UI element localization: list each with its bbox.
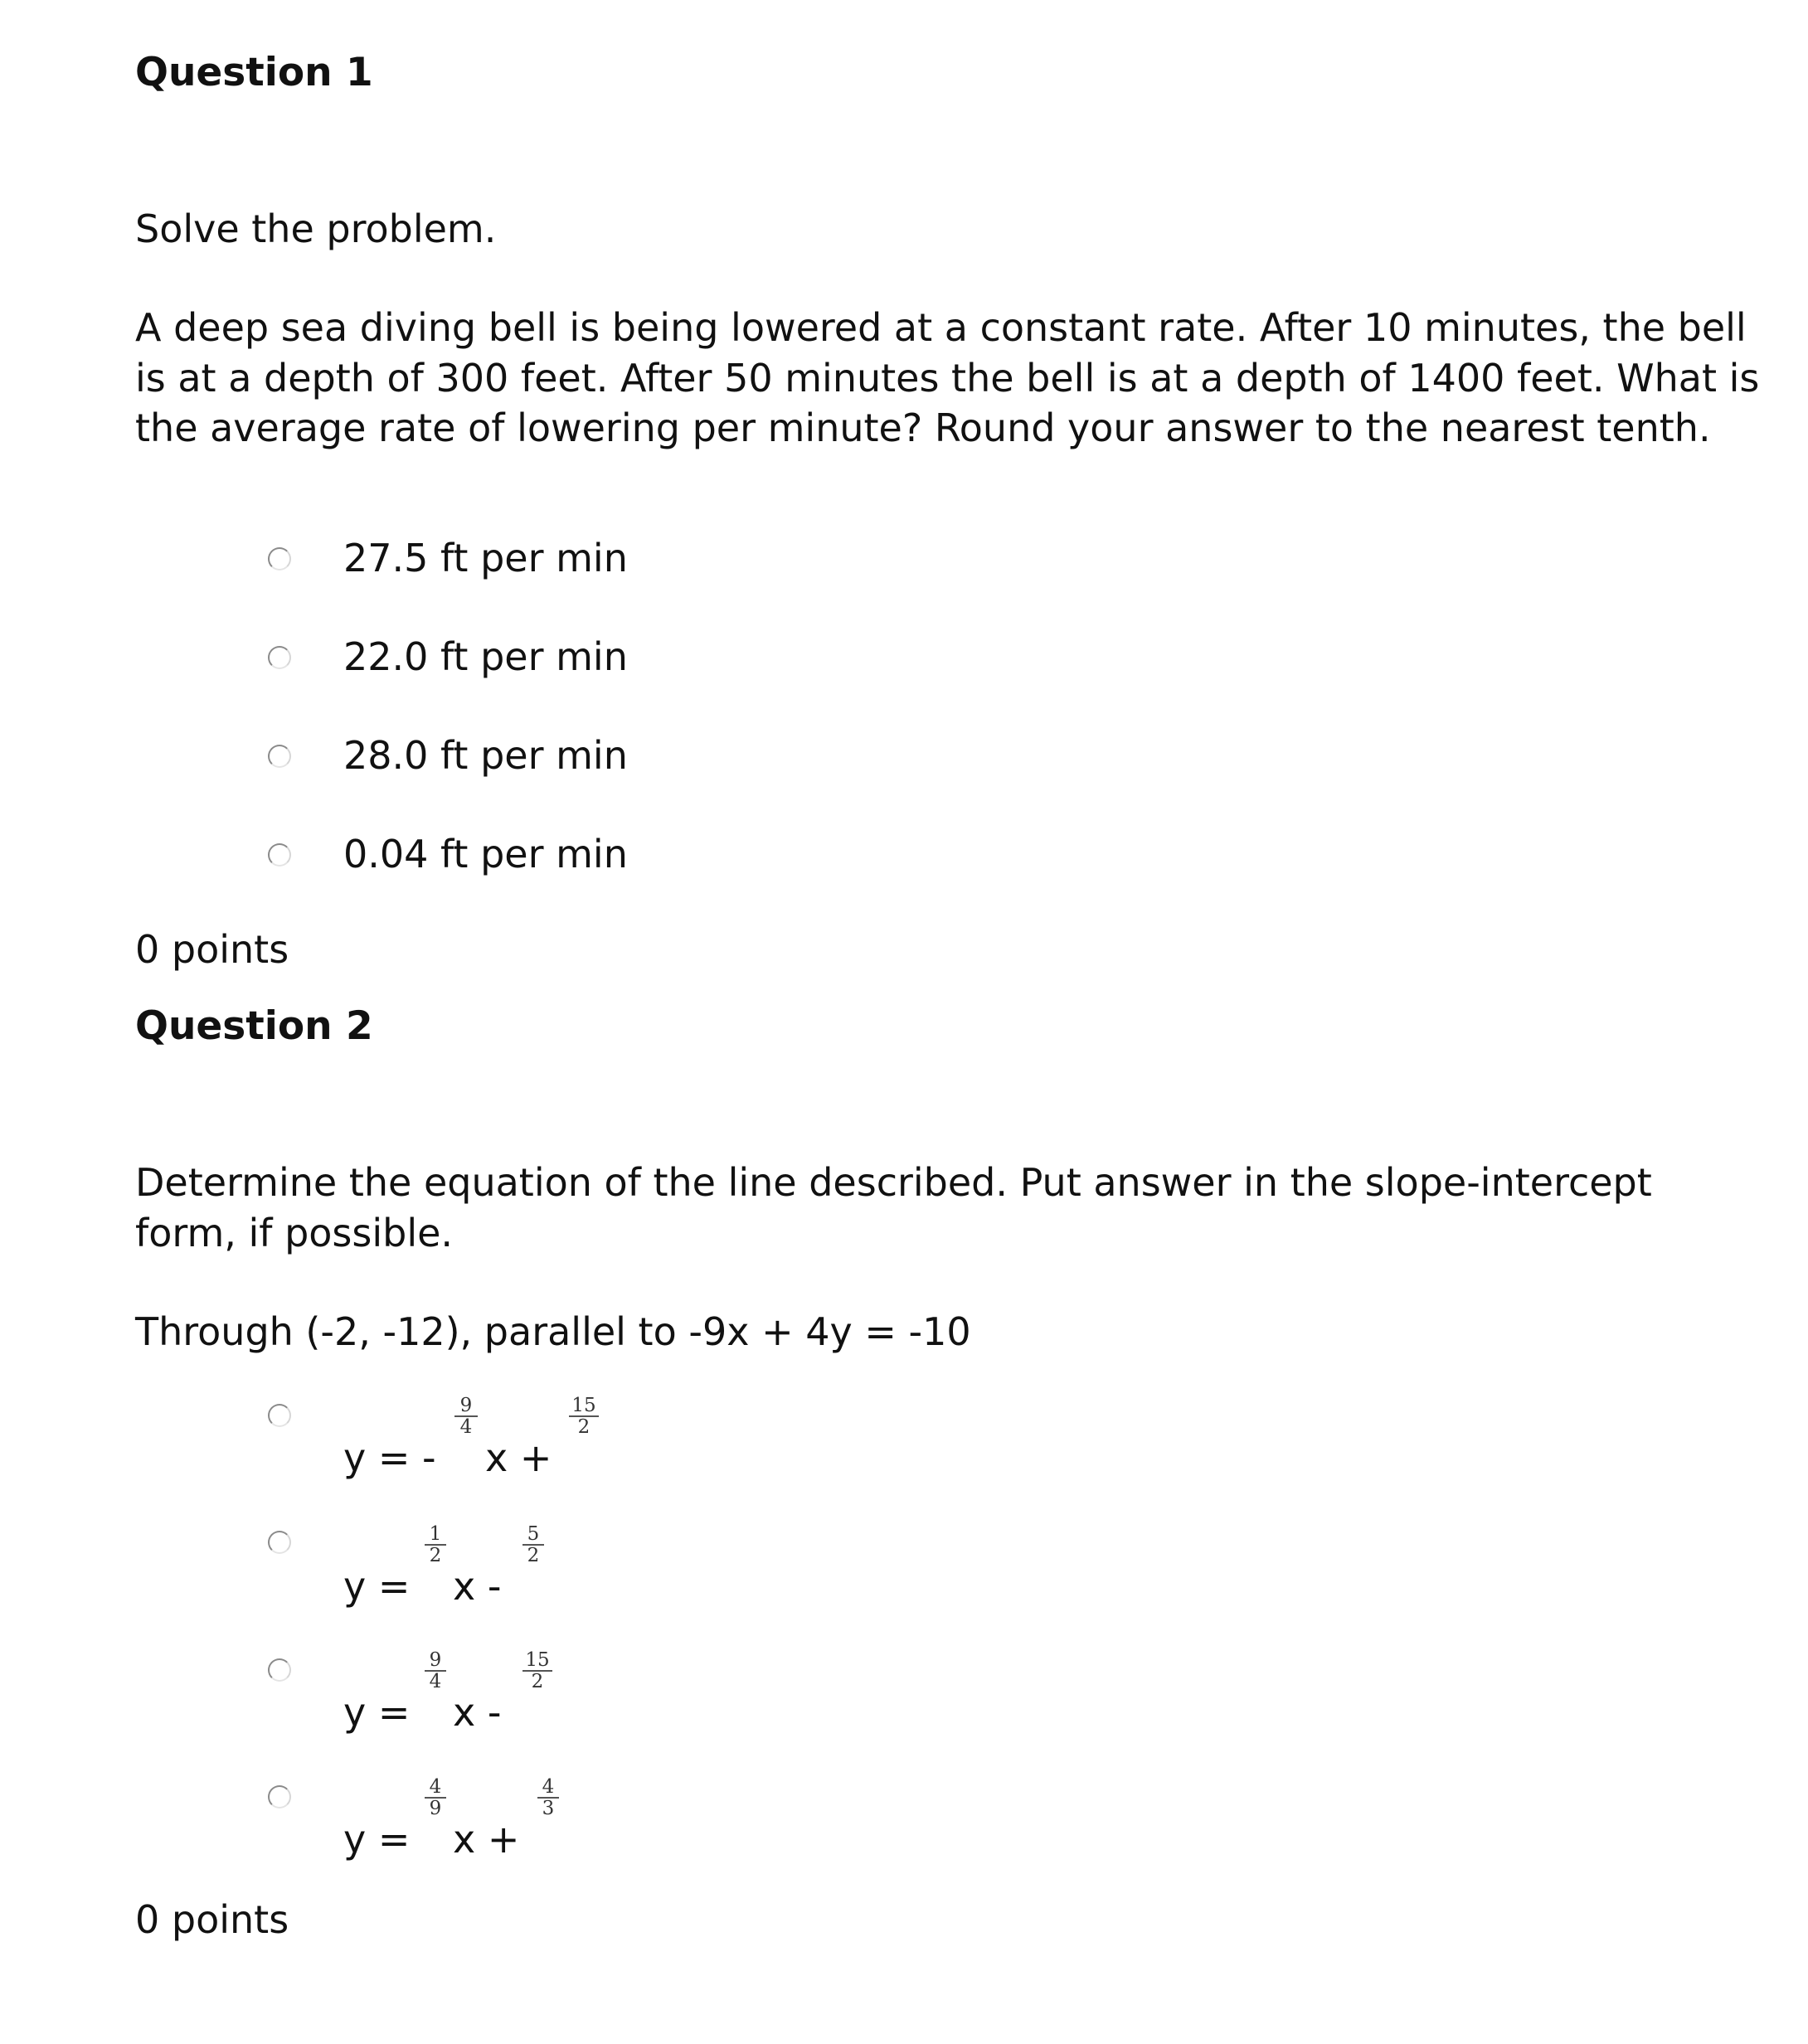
intercept-fraction bbox=[537, 1777, 559, 1818]
equation-mid: x - bbox=[453, 1564, 502, 1609]
slope-numerator: 9 bbox=[459, 1395, 473, 1416]
question-1-instruction: Solve the problem. bbox=[135, 206, 497, 251]
intercept-fraction bbox=[522, 1650, 552, 1692]
question-2-title: Question 2 bbox=[135, 1003, 373, 1049]
slope-denominator: 4 bbox=[425, 1670, 446, 1692]
intercept-fraction bbox=[569, 1396, 599, 1437]
equation-mid: x - bbox=[453, 1690, 502, 1735]
slope-fraction bbox=[425, 1777, 446, 1818]
question-2-prompt: Through (-2, -12), parallel to -9x + 4y = -10 bbox=[135, 1309, 971, 1354]
intercept-numerator: 15 bbox=[525, 1649, 550, 1671]
equation-mid: x + bbox=[453, 1817, 520, 1862]
slope-denominator: 2 bbox=[425, 1544, 446, 1566]
equation-lhs: y = - bbox=[343, 1435, 436, 1480]
slope-numerator: 4 bbox=[429, 1776, 442, 1798]
question-1-title: Question 1 bbox=[135, 50, 373, 95]
radio-option-3[interactable] bbox=[268, 745, 291, 768]
slope-denominator: 4 bbox=[454, 1415, 478, 1437]
question-2-points: 0 points bbox=[135, 1897, 289, 1942]
question-1-points: 0 points bbox=[135, 927, 289, 972]
intercept-denominator: 2 bbox=[522, 1670, 552, 1692]
intercept-denominator: 2 bbox=[569, 1415, 599, 1437]
radio-option-1[interactable] bbox=[268, 547, 291, 570]
intercept-denominator: 3 bbox=[537, 1797, 559, 1818]
option-label-3[interactable]: 28.0 ft per min bbox=[343, 733, 628, 778]
question-2-instruction: Determine the equation of the line described. Put answer in the slope-intercept form, if possible. bbox=[135, 1160, 1652, 1255]
equation-lhs: y = bbox=[343, 1817, 411, 1862]
radio-option-c[interactable] bbox=[268, 1658, 291, 1682]
slope-denominator: 9 bbox=[425, 1797, 446, 1818]
slope-numerator: 9 bbox=[429, 1649, 442, 1671]
option-label-2[interactable]: 22.0 ft per min bbox=[343, 634, 628, 679]
option-label-1[interactable]: 27.5 ft per min bbox=[343, 536, 628, 580]
intercept-numerator: 4 bbox=[542, 1776, 555, 1798]
intercept-denominator: 2 bbox=[522, 1544, 544, 1566]
radio-option-d[interactable] bbox=[268, 1785, 291, 1809]
equation-lhs: y = bbox=[343, 1564, 411, 1609]
slope-numerator: 1 bbox=[429, 1523, 442, 1545]
intercept-numerator: 15 bbox=[571, 1395, 596, 1416]
radio-option-b[interactable] bbox=[268, 1531, 291, 1554]
radio-option-2[interactable] bbox=[268, 646, 291, 669]
radio-option-4[interactable] bbox=[268, 843, 291, 867]
equation-lhs: y = bbox=[343, 1690, 411, 1735]
question-1-prompt: A deep sea diving bell is being lowered at a constant rate. After 10 minutes, the bell is at a depth of 300 feet. After 50 minutes the bell is at a depth of 1400 feet. What is the average rate of lowering per minute? Round your answer to the nearest tenth. bbox=[135, 305, 1760, 450]
equation-mid: x + bbox=[485, 1435, 552, 1480]
option-label-4[interactable]: 0.04 ft per min bbox=[343, 832, 628, 876]
slope-fraction bbox=[454, 1396, 478, 1437]
radio-option-a[interactable] bbox=[268, 1404, 291, 1427]
intercept-fraction bbox=[522, 1524, 544, 1566]
slope-fraction bbox=[425, 1524, 446, 1566]
intercept-numerator: 5 bbox=[527, 1523, 540, 1545]
slope-fraction bbox=[425, 1650, 446, 1692]
